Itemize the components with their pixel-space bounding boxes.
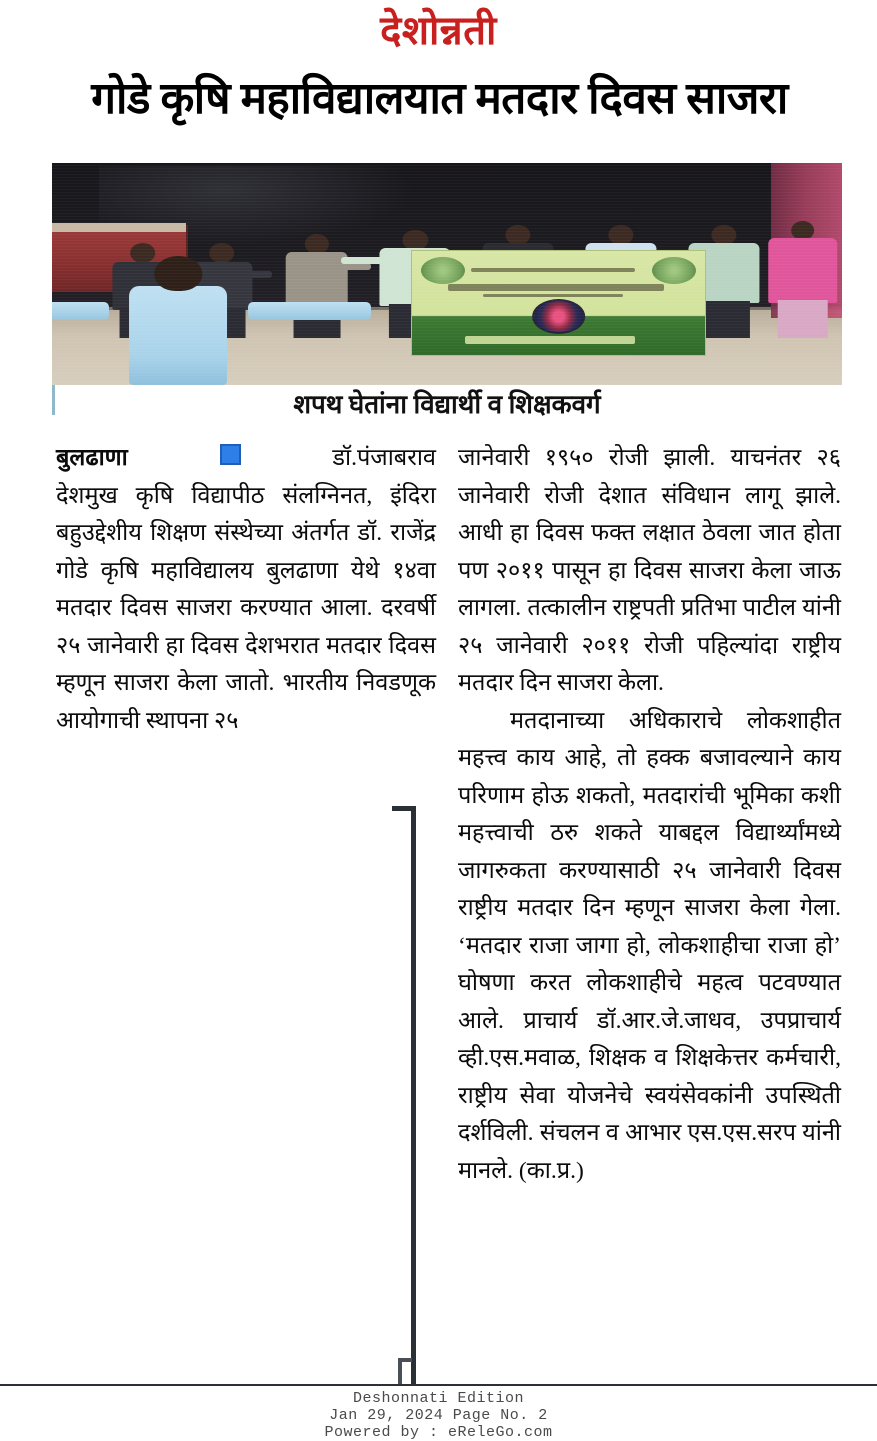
- banner-logo-right-icon: [652, 257, 696, 284]
- podium-top: [52, 223, 186, 232]
- person-arm: [341, 257, 382, 264]
- banner-text-line: [483, 294, 623, 297]
- banner-text-line: [471, 268, 635, 272]
- banner-text-line: [448, 284, 664, 291]
- banner-emblem-icon: [532, 299, 586, 334]
- right-column-paragraph-2: मतदानाच्या अधिकाराचे लोकशाहीत महत्त्व काय आहे, तो हक्क बजावल्याने काय परिणाम होऊ शकतो, मतदारांची भूमिका कशी महत्त्वाची ठरु शकते याबद्दल विद्यार्थ्यांमध्ये जागरुकता करण्यासाठी २५ जानेवारी दिवस राष्ट्रीय मतदार दिन म्हणून साजरा केला गेला. ‘मतदार राजा जागा हो, लोकशाहीचा राजा हो’ घोषणा करत लोकशाहीचे महत्व पटवण्यात आले. प्राचार्य डॉ.आर.जे.जाधव, उपप्राचार्य व्ही.एस.मवाळ, शिक्षक व शिक्षकेत्तर कर्मचारी, राष्ट्रीय सेवा योजनेचे स्वयंसेवकांनी उपस्थिती दर्शविली. संचलन व आभार एस.एस.सरप यांनी मानले. (का.प्र.): [458, 707, 841, 1184]
- footer-rule: [0, 1384, 877, 1386]
- article-photo: [52, 163, 842, 385]
- photo-caption: [52, 388, 842, 422]
- person-silhouette: [763, 221, 842, 336]
- person-body: [768, 238, 838, 303]
- banner-logo-left-icon: [421, 257, 465, 284]
- foreground-person-right-arm: [248, 302, 371, 320]
- photo-scene: [52, 163, 842, 385]
- article-left-column: [56, 440, 436, 740]
- footer-date-page: Jan 29, 2024 Page No. 2: [329, 1407, 548, 1424]
- article-right-column: [458, 440, 841, 1190]
- column-divider-rule: [411, 806, 416, 1384]
- footer-edition: Deshonnati Edition: [352, 1390, 525, 1407]
- person-body: [285, 252, 348, 307]
- masthead-title: देशोन्नती: [380, 8, 497, 53]
- headline-text: गोडे कृषि महाविद्यालयात मतदार दिवस साजरा: [91, 74, 788, 123]
- bullet-square-icon: [220, 444, 241, 465]
- foreground-person-body: [129, 286, 227, 385]
- dateline: बुलढाणा: [56, 445, 128, 471]
- foreground-person: [99, 247, 257, 385]
- headline: [42, 70, 837, 128]
- photo-caption-text: शपथ घेतांना विद्यार्थी व शिक्षकवर्ग: [293, 390, 601, 419]
- person-legs: [777, 300, 828, 338]
- left-column-body: देशमुख कृषि विद्यापीठ संलग्निनत, इंदिरा बहुउद्देशीय शिक्षण संस्थेच्या अंतर्गत डॉ. राजेंद्र गोडे कृषि महाविद्यालय बुलढाणा येथे १४वा मतदार दिवस साजरा करण्यात आला. दरवर्षी २५ जानेवारी हा दिवस देशभरात मतदार दिवस म्हणून साजरा केला जातो. भारतीय निवडणूक आयोगाची स्थापना २५: [56, 482, 436, 734]
- left-column-lead-paragraph: [56, 440, 436, 740]
- column-divider-bottom-hook: [398, 1358, 412, 1362]
- foreground-person-left-arm: [52, 302, 109, 320]
- masthead: [0, 8, 877, 54]
- right-column-paragraph-1: जानेवारी १९५० रोजी झाली. याचनंतर २६ जानेवारी रोजी देशात संविधान लागू झाले. आधी हा दिवस फक्त लक्षात ठेवला जात होता पण २०११ पासून हा दिवस साजरा केला जाऊ लागला. तत्कालीन राष्ट्रपती प्रतिभा पाटील यांनी २५ जानेवारी २०११ रोजी पहिल्यांदा राष्ट्रीय मतदार दिन साजरा केला.: [458, 445, 841, 696]
- person-head: [305, 234, 329, 254]
- left-column-lead-text: डॉ.पंजाबराव: [332, 445, 436, 471]
- foreground-person-head: [155, 256, 202, 292]
- banner-text-line: [465, 336, 635, 344]
- person-silhouette: [281, 234, 352, 336]
- footer: [0, 1390, 877, 1441]
- footer-powered-by: Powered by : eReleGo.com: [324, 1424, 553, 1441]
- event-banner: [411, 250, 705, 356]
- dateline-row: [56, 440, 436, 478]
